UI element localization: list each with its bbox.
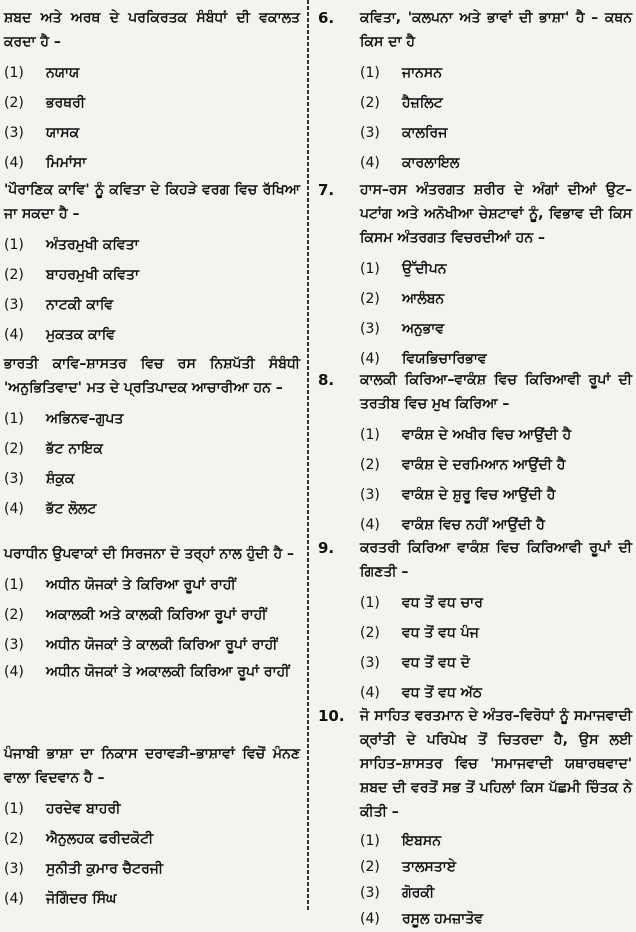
option[interactable] xyxy=(360,88,632,118)
option-number: (3) xyxy=(4,297,24,313)
option[interactable] xyxy=(4,434,300,464)
option-text: ਵਧ ਤੋਂ ਵਧ ਪੰਜ xyxy=(402,625,479,641)
option-number: (3) xyxy=(360,125,380,141)
option[interactable] xyxy=(4,660,300,684)
option-text: ਅਕਾਲਕੀ ਅਤੇ ਕਾਲਕੀ ਕਿਰਿਆ ਰੂਪਾਂ ਰਾਹੀਂ xyxy=(46,607,267,623)
option[interactable] xyxy=(4,58,300,88)
option-text: ਨਾਟਕੀ ਕਾਵਿ xyxy=(46,297,114,313)
option-text: ਅਧੀਨ ਯੋਜਕਾਂ ਤੇ ਕਿਰਿਆ ਰੂਪਾਂ ਰਾਹੀਂ xyxy=(46,577,236,593)
question-2 xyxy=(4,178,300,350)
option[interactable] xyxy=(4,260,300,290)
question-6 xyxy=(318,6,632,178)
option-text: ਇਬਸਨ xyxy=(402,833,441,849)
option-text: ਮਿਮਾਂਸਾ xyxy=(46,155,87,171)
option-number: (3) xyxy=(4,125,24,141)
option[interactable] xyxy=(360,648,632,678)
option-text: ਅੰਤਰਮੁਖੀ ਕਵਿਤਾ xyxy=(46,237,139,253)
options-list xyxy=(360,58,632,178)
option-text: ਹਰਦੇਵ ਬਾਹਰੀ xyxy=(46,801,121,817)
question-1 xyxy=(4,6,300,178)
question-3 xyxy=(4,352,300,524)
option-number: (2) xyxy=(4,831,24,847)
option[interactable] xyxy=(4,404,300,434)
option[interactable] xyxy=(360,854,632,880)
option-text: ਵਾਕੰਸ਼ ਵਿਚ ਨਹੀਂ ਆਉਂਦੀ ਹੈ xyxy=(402,517,545,533)
option[interactable] xyxy=(4,824,300,854)
option-number: (4) xyxy=(4,327,24,343)
question-10 xyxy=(318,704,632,932)
option-number: (3) xyxy=(360,655,380,671)
option-number: (3) xyxy=(360,885,380,901)
column-divider xyxy=(307,0,309,911)
options-list xyxy=(360,588,632,708)
option-text: ਵਾਕੰਸ਼ ਦੇ ਦਰਮਿਆਨ ਆਉਂਦੀ ਹੈ xyxy=(402,457,566,473)
option-text: ਉੱਦੀਪਨ xyxy=(402,261,447,277)
option[interactable] xyxy=(4,230,300,260)
option[interactable] xyxy=(360,148,632,178)
option-number: (3) xyxy=(360,487,380,503)
option-number: (2) xyxy=(4,441,24,457)
option-number: (2) xyxy=(360,457,380,473)
option-number: (4) xyxy=(4,501,24,517)
question-number: 7. xyxy=(318,181,335,199)
question-stem: ਸ਼ਬਦ ਅਤੇ ਅਰਥ ਦੇ ਪਰਕਿਰਤਕ ਸੰਬੰਧਾਂ ਦੀ ਵਕਾਲਤ ਕਰਦਾ ਹੈ – xyxy=(4,10,300,50)
option[interactable] xyxy=(4,854,300,884)
option-text: ਅਧੀਨ ਯੋਜਕਾਂ ਤੇ ਅਕਾਲਕੀ ਕਿਰਿਆ ਰੂਪਾਂ ਰਾਹੀਂ xyxy=(46,664,290,680)
option[interactable] xyxy=(360,618,632,648)
option-number: (2) xyxy=(4,95,24,111)
option-number: (1) xyxy=(360,427,380,443)
option-number: (2) xyxy=(360,859,380,875)
option[interactable] xyxy=(4,290,300,320)
option-number: (1) xyxy=(4,411,24,427)
options-list xyxy=(4,794,300,914)
option-number: (1) xyxy=(360,595,380,611)
option-text: ਵਧ ਤੋਂ ਵਧ ਅੱਠ xyxy=(402,685,482,701)
options-list xyxy=(360,420,632,540)
options-list xyxy=(4,570,300,684)
option-number: (3) xyxy=(4,637,24,653)
option[interactable] xyxy=(360,254,632,284)
option-text: ਰਸੂਲ ਹਮਜ਼ਾਤੋਵ xyxy=(402,911,484,927)
option-number: (4) xyxy=(360,351,380,367)
question-stem: ਭਾਰਤੀ ਕਾਵਿ–ਸ਼ਾਸਤਰ ਵਿਚ ਰਸ ਨਿਸ਼ਪੱਤੀ ਸੰਬੰਧੀ 'ਅਨੁਭਿਤਿਵਾਦ' ਮਤ ਦੇ ਪ੍ਰਤਿਪਾਦਕ ਆਚਾਰੀਆ ਹਨ – xyxy=(4,356,300,396)
option[interactable] xyxy=(4,794,300,824)
question-stem: ਹਾਸ–ਰਸ ਅੰਤਰਗਤ ਸ਼ਰੀਰ ਦੇ ਅੰਗਾਂ ਦੀਆਂ ਉਟ–ਪਟਾਂਗ ਅਤੇ ਅਨੋਖੀਆ ਚੇਸ਼ਟਾਵਾਂ ਨੂੰ, ਵਿਭਾਵ ਦੀ ਕਿਸ ਕਿਸਮ ਅੰਤਰਗਤ ਵਿਚਰਦੀਆਂ ਹਨ – xyxy=(360,182,632,246)
question-7 xyxy=(318,178,632,374)
option-number: (2) xyxy=(4,267,24,283)
question-number: 6. xyxy=(318,9,335,27)
option-text: ਨਯਾਯ xyxy=(46,65,80,81)
option-number: (2) xyxy=(4,607,24,623)
question-stem: ਕਾਲਕੀ ਕਿਰਿਆ–ਵਾਕੰਸ਼ ਵਿਚ ਕਿਰਿਆਵੀ ਰੂਪਾਂ ਦੀ ਤਰਤੀਬ ਵਿਚ ਮੁਖ ਕਿਰਿਆ – xyxy=(360,372,632,412)
question-4 xyxy=(4,542,300,687)
option-number: (4) xyxy=(360,155,380,171)
option-number: (2) xyxy=(360,625,380,641)
option-text: ਵਾਕੰਸ਼ ਦੇ ਸ਼ੁਰੂ ਵਿਚ ਆਉਂਦੀ ਹੈ xyxy=(402,487,556,503)
option-text: ਜੋਗਿੰਦਰ ਸਿੰਘ xyxy=(46,891,117,907)
option-number: (1) xyxy=(4,577,24,593)
question-5 xyxy=(4,742,300,914)
option-text: ਤਾਲਸਤਾਏ xyxy=(402,859,457,875)
option-text: ਯਾਸਕ xyxy=(46,125,80,141)
option[interactable] xyxy=(4,600,300,630)
option[interactable] xyxy=(4,494,300,524)
option[interactable] xyxy=(360,314,632,344)
option-number: (4) xyxy=(4,155,24,171)
option-number: (1) xyxy=(4,237,24,253)
option-number: (2) xyxy=(360,291,380,307)
option-text: ਅਧੀਨ ਯੋਜਕਾਂ ਤੇ ਕਾਲਕੀ ਕਿਰਿਆ ਰੂਪਾਂ ਰਾਹੀਂ xyxy=(46,637,278,653)
question-number: 8. xyxy=(318,371,335,389)
question-stem: ਜੋ ਸਾਹਿਤ ਵਰਤਮਾਨ ਦੇ ਅੰਤਰ–ਵਿਰੋਧਾਂ ਨੂੰ ਸਮਾਜਵਾਦੀ ਕ੍ਰਾਂਤੀ ਦੇ ਪਰਿਪੇਖ ਤੋਂ ਚਿਤਰਦਾ ਹੈ, ਉਸ ਲਈ ਸਾਹਿਤ–ਸ਼ਾਸਤਰ ਵਿਚ 'ਸਮਾਜਵਾਦੀ ਯਥਾਰਥਵਾਦ' ਸ਼ਬਦ ਦੀ ਵਰਤੋਂ ਸਭ ਤੋਂ ਪਹਿਲਾਂ ਕਿਸ ਪੱਛਮੀ ਚਿੰਤਕ ਨੇ ਕੀਤੀ – xyxy=(360,708,632,820)
question-stem: 'ਪੌਰਾਣਿਕ ਕਾਵਿ' ਨੂੰ ਕਵਿਤਾ ਦੇ ਕਿਹੜੇ ਵਰਗ ਵਿਚ ਰੱਖਿਆ ਜਾ ਸਕਦਾ ਹੈ – xyxy=(4,182,300,222)
question-8 xyxy=(318,368,632,540)
question-stem: ਪਰਾਧੀਨ ਉਪਵਾਕਾਂ ਦੀ ਸਿਰਜਨਾ ਦੋ ਤਰ੍ਹਾਂ ਨਾਲ ਹੁੰਦੀ ਹੈ – xyxy=(4,546,295,562)
option-number: (1) xyxy=(360,65,380,81)
option[interactable] xyxy=(4,88,300,118)
option[interactable] xyxy=(360,906,632,932)
options-list xyxy=(4,404,300,524)
option[interactable] xyxy=(360,118,632,148)
option-number: (4) xyxy=(360,517,380,533)
option[interactable] xyxy=(360,588,632,618)
option-number: (4) xyxy=(4,891,24,907)
option[interactable] xyxy=(360,828,632,854)
question-number: 9. xyxy=(318,539,335,557)
option-number: (4) xyxy=(360,911,380,927)
option-number: (1) xyxy=(4,801,24,817)
option-number: (4) xyxy=(360,685,380,701)
question-number: 10. xyxy=(318,707,345,725)
question-stem: ਕਰਤਰੀ ਕਿਰਿਆ ਵਾਕੰਸ਼ ਵਿਚ ਕਿਰਿਆਵੀ ਰੂਪਾਂ ਦੀ ਗਿਣਤੀ – xyxy=(360,540,632,580)
option-text: ਸੁਨੀਤੀ ਕੁਮਾਰ ਚੈਟਰਜੀ xyxy=(46,861,164,877)
option-text: ਆਲੰਬਨ xyxy=(402,291,445,307)
option-number: (1) xyxy=(360,833,380,849)
option[interactable] xyxy=(4,633,300,657)
option[interactable] xyxy=(4,148,300,178)
option-text: ਕਾਲਰਿਜ xyxy=(402,125,448,141)
question-stem: ਕਵਿਤਾ, 'ਕਲਪਨਾ ਅਤੇ ਭਾਵਾਂ ਦੀ ਭਾਸ਼ਾ' ਹੈ – ਕਥਨ ਕਿਸ ਦਾ ਹੈ xyxy=(360,10,632,50)
option[interactable] xyxy=(360,58,632,88)
option-text: ਵਿਯਭਿਚਾਰਿਭਾਵ xyxy=(402,351,487,367)
option-text: ਮੁਕਤਕ ਕਾਵਿ xyxy=(46,327,115,343)
options-list xyxy=(360,828,632,932)
option-number: (2) xyxy=(360,95,380,111)
option[interactable] xyxy=(4,464,300,494)
question-stem: ਪੰਜਾਬੀ ਭਾਸ਼ਾ ਦਾ ਨਿਕਾਸ ਦਰਾਵੜੀ–ਭਾਸ਼ਾਵਾਂ ਵਿਚੋਂ ਮੰਨਣ ਵਾਲਾ ਵਿਦਵਾਨ ਹੈ – xyxy=(4,746,300,786)
option[interactable] xyxy=(360,450,632,480)
option-text: ਜਾਨਸਨ xyxy=(402,65,442,81)
option-text: ਬਾਹਰਮੁਖੀ ਕਵਿਤਾ xyxy=(46,267,139,283)
option[interactable] xyxy=(360,284,632,314)
option-text: ਵਧ ਤੋਂ ਵਧ ਦੋ xyxy=(402,655,471,671)
option-text: ਐਨੁਲਹਕ ਫਰੀਦਕੋਟੀ xyxy=(46,831,154,847)
option-text: ਵਾਕੰਸ਼ ਦੇ ਅਖੀਰ ਵਿਚ ਆਉਂਦੀ ਹੈ xyxy=(402,427,572,443)
option-text: ਹੈਜ਼ਲਿਟ xyxy=(402,95,443,111)
options-list xyxy=(4,58,300,178)
option[interactable] xyxy=(4,884,300,914)
option-number: (3) xyxy=(360,321,380,337)
option[interactable] xyxy=(4,118,300,148)
option-text: ਕਾਰਲਾਇਲ xyxy=(402,155,460,171)
option-number: (1) xyxy=(4,65,24,81)
option[interactable] xyxy=(4,320,300,350)
option[interactable] xyxy=(360,480,632,510)
options-list xyxy=(4,230,300,350)
option-number: (4) xyxy=(4,664,24,680)
option-number: (3) xyxy=(4,471,24,487)
option-text: ਸ਼ੰਕੁਕ xyxy=(46,471,75,487)
option-text: ਭਰਥਰੀ xyxy=(46,95,86,111)
question-9 xyxy=(318,536,632,708)
option-text: ਭੱਟ ਨਾਇਕ xyxy=(46,441,103,457)
option-text: ਵਧ ਤੋਂ ਵਧ ਚਾਰ xyxy=(402,595,483,611)
option[interactable] xyxy=(4,570,300,600)
options-list xyxy=(360,254,632,374)
option-text: ਅਭਿਨਵ–ਗੁਪਤ xyxy=(46,411,124,427)
option-text: ਅਨੁਭਾਵ xyxy=(402,321,445,337)
option-number: (3) xyxy=(4,861,24,877)
option-text: ਭੱਟ ਲੋਲਟ xyxy=(46,501,97,517)
option[interactable] xyxy=(360,880,632,906)
option-text: ਗੋਰਕੀ xyxy=(402,885,435,901)
option-number: (1) xyxy=(360,261,380,277)
option[interactable] xyxy=(360,420,632,450)
